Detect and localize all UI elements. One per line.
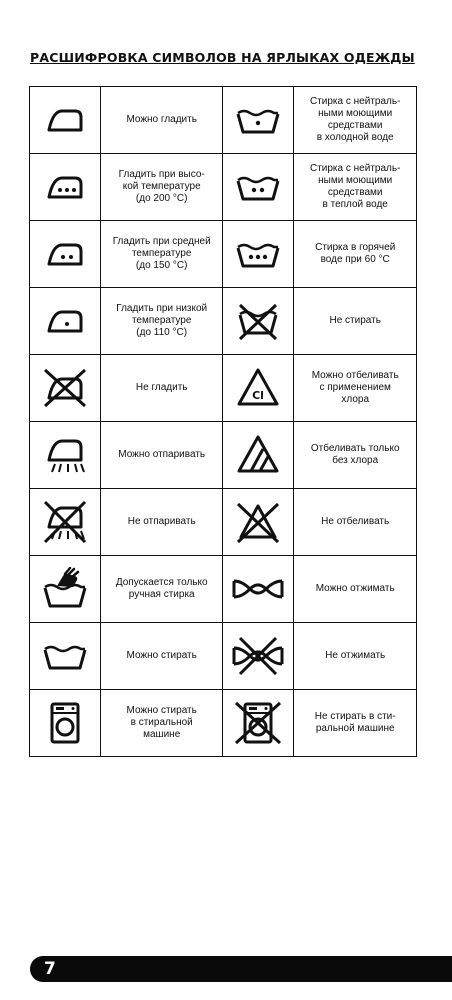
symbol-cell	[223, 556, 294, 623]
symbol-cell	[30, 154, 101, 221]
symbol-cell	[223, 288, 294, 355]
symbol-cell	[223, 422, 294, 489]
symbol-cell	[30, 87, 101, 154]
iron-icon	[37, 98, 93, 142]
non-chlorine-bleach-icon	[230, 433, 286, 477]
symbol-description: Не гладить	[100, 355, 223, 422]
table-row	[30, 288, 417, 355]
iron-three-dots-icon	[37, 165, 93, 209]
symbol-cell	[223, 221, 294, 288]
do-not-iron-icon	[37, 366, 93, 410]
table-row	[30, 489, 417, 556]
symbol-cell	[223, 154, 294, 221]
wring-icon	[230, 567, 286, 611]
wash-tub-icon	[37, 634, 93, 678]
symbol-description: Не отжимать	[294, 623, 417, 690]
care-symbols-table	[29, 86, 417, 757]
symbol-description: Можно отжимать	[294, 556, 417, 623]
symbol-description: Стирка с нейтраль- ными моющими средствами в теплой воде	[294, 154, 417, 221]
symbol-cell	[223, 87, 294, 154]
symbol-cell	[30, 690, 101, 757]
symbol-cell	[30, 489, 101, 556]
symbol-description: Можно гладить	[100, 87, 223, 154]
symbol-description: Можно отпаривать	[100, 422, 223, 489]
symbol-description: Гладить при низкой температуре (до 110 °С)	[100, 288, 223, 355]
table-row	[30, 154, 417, 221]
symbol-description: Стирка в горячей воде при 60 °С	[294, 221, 417, 288]
washing-machine-icon	[37, 701, 93, 745]
symbol-description: Не стирать	[294, 288, 417, 355]
page-number: 7	[44, 959, 56, 979]
symbol-cell	[223, 623, 294, 690]
symbol-description: Не отбеливать	[294, 489, 417, 556]
table-row	[30, 556, 417, 623]
table-row	[30, 623, 417, 690]
symbol-description: Допускается только ручная стирка	[100, 556, 223, 623]
table-row	[30, 422, 417, 489]
symbol-description: Можно стирать в стиральной машине	[100, 690, 223, 757]
table-row	[30, 221, 417, 288]
symbol-description: Отбеливать только без хлора	[294, 422, 417, 489]
symbol-cell	[223, 489, 294, 556]
page-title: РАСШИФРОВКА СИМВОЛОВ НА ЯРЛЫКАХ ОДЕЖДЫ	[30, 50, 415, 65]
symbol-description: Можно стирать	[100, 623, 223, 690]
table-row	[30, 87, 417, 154]
do-not-wash-icon	[230, 299, 286, 343]
symbol-description: Стирка с нейтраль- ными моющими средствами в холодной воде	[294, 87, 417, 154]
symbol-cell	[30, 623, 101, 690]
symbol-cell	[30, 355, 101, 422]
symbol-description: Гладить при средней температуре (до 150 °С)	[100, 221, 223, 288]
wash-cold-one-dot-icon	[230, 98, 286, 142]
iron-two-dots-icon	[37, 232, 93, 276]
table-row	[30, 690, 417, 757]
symbol-description: Гладить при высо- кой температуре (до 200 °С)	[100, 154, 223, 221]
footer-bar	[30, 956, 452, 982]
symbol-cell	[30, 221, 101, 288]
symbol-description: Не отпаривать	[100, 489, 223, 556]
table-row	[30, 355, 417, 422]
do-not-machine-wash-icon	[230, 701, 286, 745]
do-not-bleach-icon	[230, 500, 286, 544]
symbol-cell	[30, 556, 101, 623]
wash-hot-three-dots-icon	[230, 232, 286, 276]
do-not-steam-icon	[37, 500, 93, 544]
wash-warm-two-dots-icon	[230, 165, 286, 209]
symbol-cell	[30, 422, 101, 489]
symbol-cell	[223, 355, 294, 422]
symbol-description: Можно отбеливать с применением хлора	[294, 355, 417, 422]
symbol-cell	[30, 288, 101, 355]
chlorine-label: Cl	[252, 389, 265, 402]
symbol-cell	[223, 690, 294, 757]
symbol-description: Не стирать в сти- ральной машине	[294, 690, 417, 757]
steam-iron-icon	[37, 433, 93, 477]
hand-wash-icon	[37, 567, 93, 611]
do-not-wring-icon	[230, 634, 286, 678]
iron-one-dot-icon	[37, 299, 93, 343]
bleach-chlorine-icon	[230, 366, 286, 410]
